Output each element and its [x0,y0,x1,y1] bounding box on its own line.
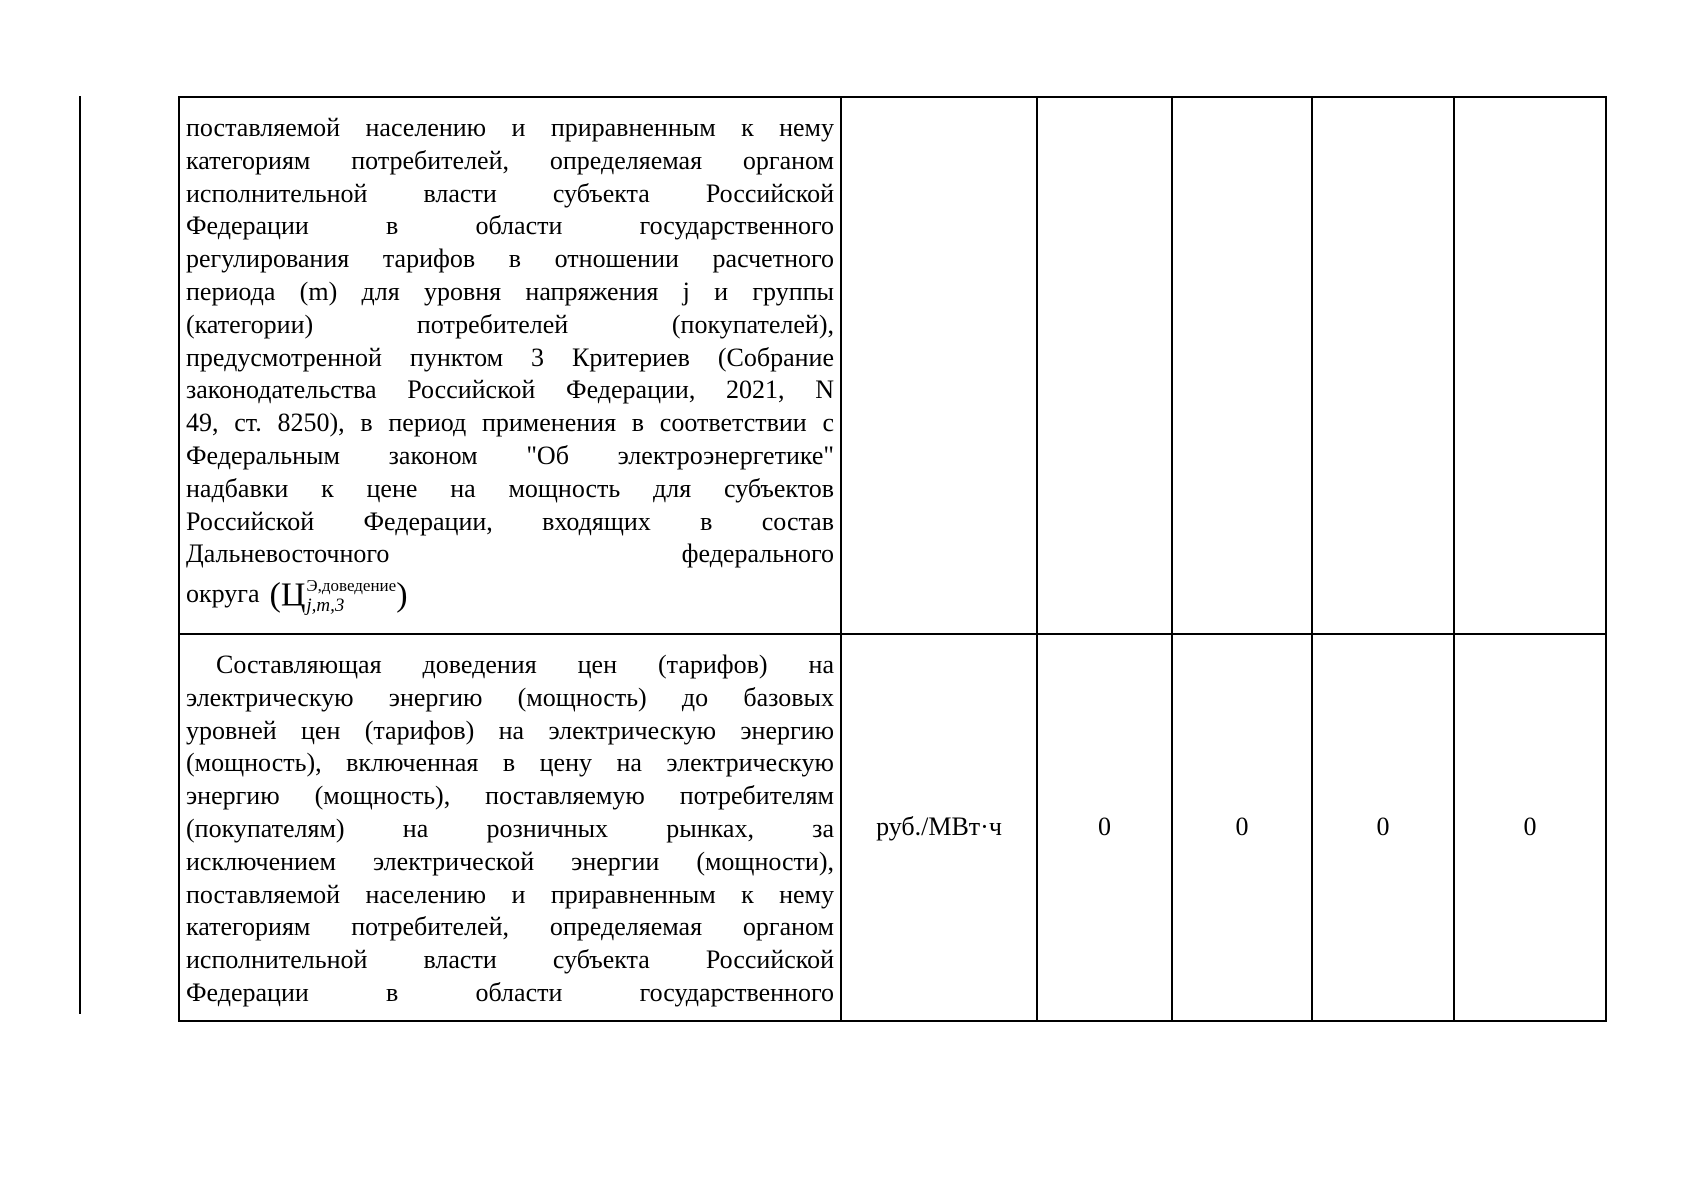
formula-open-paren: ( [269,576,281,614]
formula-scripts [306,577,396,615]
row1-value-cell [1454,97,1606,634]
row2-line: категориям потребителей, определяемая органом [186,912,834,942]
row2-line: исключением электрической энергии (мощности), [186,846,834,876]
row1-line: предусмотренной пунктом 3 Критериев (Собрание [186,342,834,372]
formula-superscript: Э,доведение [306,576,397,596]
table-row [179,97,1606,634]
row2-line: (мощность), включенная в цену на электрическую [186,748,834,778]
row2-value-cell: 0 [1172,634,1312,1021]
row1-line: регулирования тарифов в отношении расчетного [186,244,834,274]
row1-line: периода (m) для уровня напряжения j и группы [186,276,834,306]
row2-value-cell: 0 [1037,634,1172,1021]
row2-unit-cell: руб./МВт·ч [841,634,1037,1021]
row1-line: категориям потребителей, определяемая органом [186,145,834,175]
formula-base-symbol: Ц [280,576,306,614]
row2-line: поставляемой населению и приравненным к нему [186,879,834,909]
row2-line: (покупателям) на розничных рынках, за [186,813,834,843]
row1-unit-cell [841,97,1037,634]
row2-value-cell: 0 [1312,634,1454,1021]
row1-formula-line [186,577,834,615]
row1-line: (категории) потребителей (покупателей), [186,309,834,339]
row1-line: Российской Федерации, входящих в состав [186,506,834,536]
row1-value-cell [1172,97,1312,634]
row2-line: уровней цен (тарифов) на электрическую энергию [186,715,834,745]
row2-description-cell [179,634,841,1021]
row1-description-cell [179,97,841,634]
row2-line: Федерации в области государственного [186,977,834,1007]
formula-subscript: j,m,3 [306,595,345,617]
row1-line: поставляемой населению и приравненным к нему [186,113,834,142]
row1-line: надбавки к цене на мощность для субъектов [186,473,834,503]
price-formula [270,577,408,615]
row1-value-cell [1037,97,1172,634]
row2-line: исполнительной власти субъекта Российской [186,945,834,975]
row2-line: Составляющая доведения цен (тарифов) на [216,650,834,679]
row1-line: Федеральным законом "Об электроэнергетике" [186,440,834,470]
table-row [179,634,1606,1021]
row1-last-word: округа [186,579,260,609]
formula-close-paren: ) [396,576,408,614]
row1-line: исполнительной власти субъекта Российской [186,178,834,208]
row1-value-cell [1312,97,1454,634]
row2-line: электрическую энергию (мощность) до базовых [186,682,834,712]
row1-line: Дальневосточного федерального [186,539,834,569]
row1-line: законодательства Российской Федерации, 2021, N [186,375,834,405]
tariff-table [178,96,1607,1022]
row1-line: 49, ст. 8250), в период применения в соответствии с [186,408,834,438]
row1-line: Федерации в области государственного [186,211,834,241]
margin-line [79,96,81,1014]
row2-line: энергию (мощность), поставляемую потребителям [186,781,834,811]
row2-value-cell: 0 [1454,634,1606,1021]
